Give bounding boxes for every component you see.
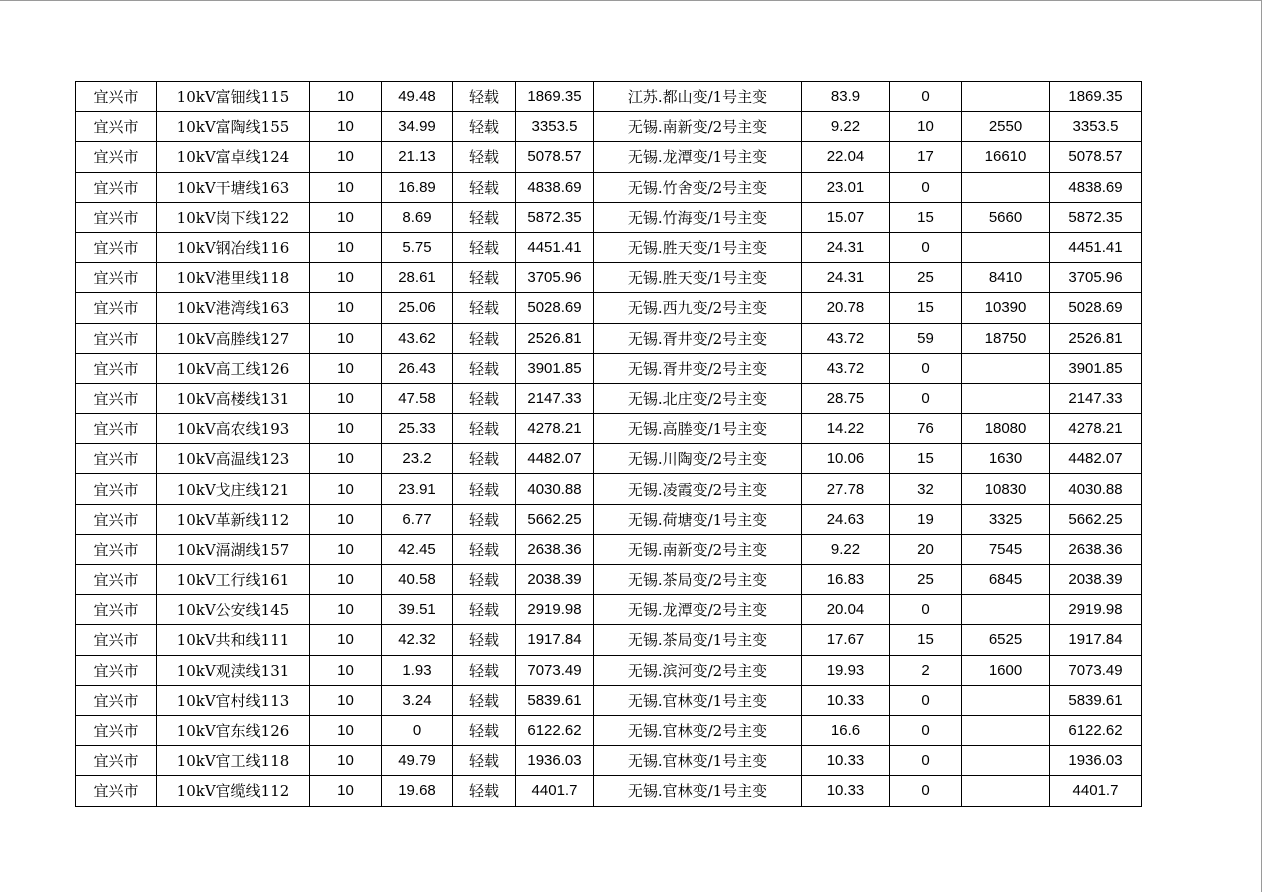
cell-load-status: 轻载 [453, 685, 516, 715]
cell-load-rate: 23.91 [382, 474, 453, 504]
cell-line-name: 10kV工行线161 [157, 565, 310, 595]
cell-voltage: 10 [310, 353, 382, 383]
cell-city: 宜兴市 [76, 263, 157, 293]
cell-line-name: 10kV港湾线163 [157, 293, 310, 323]
cell-voltage: 10 [310, 293, 382, 323]
cell-substation: 无锡.茶局变/2号主变 [594, 565, 802, 595]
cell-voltage: 10 [310, 112, 382, 142]
cell-substation-rate: 10.33 [802, 685, 890, 715]
cell-load-rate: 19.68 [382, 776, 453, 806]
cell-remaining-capacity: 5662.25 [1050, 504, 1142, 534]
cell-load: 6845 [962, 565, 1050, 595]
cell-line-name: 10kV岗下线122 [157, 202, 310, 232]
cell-voltage: 10 [310, 383, 382, 413]
cell-city: 宜兴市 [76, 565, 157, 595]
cell-substation: 无锡.南新变/2号主变 [594, 534, 802, 564]
cell-line-name: 10kV高温线123 [157, 444, 310, 474]
cell-count: 15 [890, 202, 962, 232]
cell-line-name: 10kV干塘线163 [157, 172, 310, 202]
cell-load-rate: 1.93 [382, 655, 453, 685]
cell-count: 15 [890, 293, 962, 323]
cell-substation: 无锡.川陶变/2号主变 [594, 444, 802, 474]
cell-load-status: 轻载 [453, 112, 516, 142]
cell-load-rate: 21.13 [382, 142, 453, 172]
cell-load-status: 轻载 [453, 353, 516, 383]
table-row [76, 112, 1142, 142]
cell-line-name: 10kV观渎线131 [157, 655, 310, 685]
cell-load-status: 轻载 [453, 172, 516, 202]
cell-count: 32 [890, 474, 962, 504]
cell-load-status: 轻载 [453, 595, 516, 625]
cell-count: 10 [890, 112, 962, 142]
page-border-top [0, 0, 1262, 1]
cell-available-capacity: 5028.69 [516, 293, 594, 323]
cell-line-name: 10kV官村线113 [157, 685, 310, 715]
cell-voltage: 10 [310, 565, 382, 595]
cell-count: 0 [890, 595, 962, 625]
cell-count: 20 [890, 534, 962, 564]
cell-load: 10390 [962, 293, 1050, 323]
table-row [76, 534, 1142, 564]
cell-substation-rate: 24.31 [802, 232, 890, 262]
cell-count: 0 [890, 383, 962, 413]
cell-load-rate: 39.51 [382, 595, 453, 625]
cell-line-name: 10kV高塍线127 [157, 323, 310, 353]
table-row [76, 263, 1142, 293]
cell-load: 18080 [962, 414, 1050, 444]
cell-load: 6525 [962, 625, 1050, 655]
cell-line-name: 10kV钢冶线116 [157, 232, 310, 262]
table-row [76, 685, 1142, 715]
cell-substation-rate: 16.83 [802, 565, 890, 595]
cell-city: 宜兴市 [76, 293, 157, 323]
cell-load-rate: 16.89 [382, 172, 453, 202]
cell-substation: 江苏.都山变/1号主变 [594, 82, 802, 112]
cell-substation: 无锡.胥井变/2号主变 [594, 353, 802, 383]
cell-city: 宜兴市 [76, 655, 157, 685]
cell-load-rate: 26.43 [382, 353, 453, 383]
cell-line-name: 10kV公安线145 [157, 595, 310, 625]
cell-load [962, 82, 1050, 112]
cell-count: 0 [890, 776, 962, 806]
cell-remaining-capacity: 3353.5 [1050, 112, 1142, 142]
cell-load: 8410 [962, 263, 1050, 293]
cell-line-name: 10kV革新线112 [157, 504, 310, 534]
cell-load-status: 轻载 [453, 232, 516, 262]
table-body [76, 82, 1142, 807]
cell-remaining-capacity: 1936.03 [1050, 746, 1142, 776]
cell-load [962, 595, 1050, 625]
cell-voltage: 10 [310, 685, 382, 715]
cell-available-capacity: 7073.49 [516, 655, 594, 685]
cell-available-capacity: 4030.88 [516, 474, 594, 504]
cell-voltage: 10 [310, 263, 382, 293]
cell-substation-rate: 24.31 [802, 263, 890, 293]
table-row [76, 474, 1142, 504]
cell-remaining-capacity: 2638.36 [1050, 534, 1142, 564]
cell-voltage: 10 [310, 474, 382, 504]
cell-substation-rate: 14.22 [802, 414, 890, 444]
cell-substation-rate: 9.22 [802, 534, 890, 564]
cell-remaining-capacity: 5839.61 [1050, 685, 1142, 715]
cell-voltage: 10 [310, 414, 382, 444]
cell-voltage: 10 [310, 232, 382, 262]
cell-voltage: 10 [310, 595, 382, 625]
cell-substation: 无锡.官林变/1号主变 [594, 685, 802, 715]
cell-available-capacity: 5872.35 [516, 202, 594, 232]
cell-available-capacity: 2638.36 [516, 534, 594, 564]
cell-city: 宜兴市 [76, 504, 157, 534]
table-row [76, 414, 1142, 444]
cell-substation: 无锡.龙潭变/2号主变 [594, 595, 802, 625]
cell-substation-rate: 15.07 [802, 202, 890, 232]
cell-remaining-capacity: 2038.39 [1050, 565, 1142, 595]
cell-count: 19 [890, 504, 962, 534]
cell-city: 宜兴市 [76, 595, 157, 625]
cell-substation: 无锡.荷塘变/1号主变 [594, 504, 802, 534]
cell-available-capacity: 1936.03 [516, 746, 594, 776]
cell-load-rate: 43.62 [382, 323, 453, 353]
cell-city: 宜兴市 [76, 474, 157, 504]
cell-load-status: 轻载 [453, 323, 516, 353]
cell-available-capacity: 5662.25 [516, 504, 594, 534]
cell-available-capacity: 2919.98 [516, 595, 594, 625]
cell-voltage: 10 [310, 82, 382, 112]
cell-count: 0 [890, 685, 962, 715]
cell-load-rate: 47.58 [382, 383, 453, 413]
cell-load-rate: 0 [382, 715, 453, 745]
cell-voltage: 10 [310, 655, 382, 685]
table-row [76, 202, 1142, 232]
cell-load: 2550 [962, 112, 1050, 142]
cell-available-capacity: 4838.69 [516, 172, 594, 202]
cell-remaining-capacity: 4401.7 [1050, 776, 1142, 806]
cell-remaining-capacity: 4838.69 [1050, 172, 1142, 202]
cell-available-capacity: 3901.85 [516, 353, 594, 383]
cell-load [962, 383, 1050, 413]
cell-line-name: 10kV滆湖线157 [157, 534, 310, 564]
cell-voltage: 10 [310, 746, 382, 776]
cell-city: 宜兴市 [76, 142, 157, 172]
cell-remaining-capacity: 4278.21 [1050, 414, 1142, 444]
cell-city: 宜兴市 [76, 414, 157, 444]
cell-voltage: 10 [310, 323, 382, 353]
cell-voltage: 10 [310, 444, 382, 474]
cell-load [962, 746, 1050, 776]
cell-available-capacity: 1917.84 [516, 625, 594, 655]
cell-voltage: 10 [310, 504, 382, 534]
cell-load-rate: 49.48 [382, 82, 453, 112]
cell-substation: 无锡.竹海变/1号主变 [594, 202, 802, 232]
cell-remaining-capacity: 7073.49 [1050, 655, 1142, 685]
cell-load-status: 轻载 [453, 444, 516, 474]
cell-load-rate: 23.2 [382, 444, 453, 474]
cell-voltage: 10 [310, 776, 382, 806]
cell-substation: 无锡.胥井变/2号主变 [594, 323, 802, 353]
cell-load: 7545 [962, 534, 1050, 564]
table-row [76, 323, 1142, 353]
cell-count: 17 [890, 142, 962, 172]
cell-load [962, 232, 1050, 262]
cell-load-rate: 3.24 [382, 685, 453, 715]
cell-remaining-capacity: 3901.85 [1050, 353, 1142, 383]
cell-load: 1600 [962, 655, 1050, 685]
table-row [76, 595, 1142, 625]
cell-load [962, 715, 1050, 745]
cell-line-name: 10kV官缆线112 [157, 776, 310, 806]
cell-city: 宜兴市 [76, 534, 157, 564]
cell-load-status: 轻载 [453, 746, 516, 776]
cell-substation-rate: 9.22 [802, 112, 890, 142]
cell-line-name: 10kV高楼线131 [157, 383, 310, 413]
cell-substation-rate: 20.04 [802, 595, 890, 625]
cell-load-status: 轻载 [453, 625, 516, 655]
cell-load: 3325 [962, 504, 1050, 534]
table-row [76, 444, 1142, 474]
cell-voltage: 10 [310, 534, 382, 564]
cell-load-status: 轻载 [453, 504, 516, 534]
cell-remaining-capacity: 6122.62 [1050, 715, 1142, 745]
cell-load-rate: 5.75 [382, 232, 453, 262]
cell-substation: 无锡.龙潭变/1号主变 [594, 142, 802, 172]
cell-line-name: 10kV官东线126 [157, 715, 310, 745]
cell-substation: 无锡.胜天变/1号主变 [594, 232, 802, 262]
cell-available-capacity: 3705.96 [516, 263, 594, 293]
cell-city: 宜兴市 [76, 172, 157, 202]
cell-line-name: 10kV高农线193 [157, 414, 310, 444]
cell-substation-rate: 16.6 [802, 715, 890, 745]
cell-substation-rate: 24.63 [802, 504, 890, 534]
cell-count: 76 [890, 414, 962, 444]
cell-load-rate: 8.69 [382, 202, 453, 232]
table-row [76, 625, 1142, 655]
cell-available-capacity: 4482.07 [516, 444, 594, 474]
cell-city: 宜兴市 [76, 353, 157, 383]
cell-available-capacity: 4451.41 [516, 232, 594, 262]
cell-count: 0 [890, 353, 962, 383]
cell-load-status: 轻载 [453, 715, 516, 745]
cell-remaining-capacity: 2147.33 [1050, 383, 1142, 413]
table-row [76, 142, 1142, 172]
cell-voltage: 10 [310, 142, 382, 172]
cell-available-capacity: 1869.35 [516, 82, 594, 112]
cell-count: 0 [890, 82, 962, 112]
cell-load-rate: 40.58 [382, 565, 453, 595]
table-row [76, 504, 1142, 534]
cell-substation: 无锡.滨河变/2号主变 [594, 655, 802, 685]
cell-substation: 无锡.茶局变/1号主变 [594, 625, 802, 655]
cell-line-name: 10kV富钿线115 [157, 82, 310, 112]
cell-load-rate: 6.77 [382, 504, 453, 534]
cell-load-rate: 34.99 [382, 112, 453, 142]
cell-available-capacity: 4401.7 [516, 776, 594, 806]
cell-substation: 无锡.官林变/1号主变 [594, 746, 802, 776]
cell-load-status: 轻载 [453, 142, 516, 172]
cell-voltage: 10 [310, 202, 382, 232]
cell-load-status: 轻载 [453, 383, 516, 413]
cell-load-rate: 49.79 [382, 746, 453, 776]
cell-available-capacity: 5839.61 [516, 685, 594, 715]
cell-load: 5660 [962, 202, 1050, 232]
cell-substation: 无锡.北庄变/2号主变 [594, 383, 802, 413]
cell-city: 宜兴市 [76, 746, 157, 776]
cell-voltage: 10 [310, 172, 382, 202]
cell-substation-rate: 43.72 [802, 323, 890, 353]
table-row [76, 82, 1142, 112]
cell-remaining-capacity: 5028.69 [1050, 293, 1142, 323]
cell-available-capacity: 3353.5 [516, 112, 594, 142]
cell-remaining-capacity: 1869.35 [1050, 82, 1142, 112]
cell-substation-rate: 27.78 [802, 474, 890, 504]
cell-load [962, 353, 1050, 383]
cell-remaining-capacity: 2919.98 [1050, 595, 1142, 625]
cell-city: 宜兴市 [76, 625, 157, 655]
cell-load-status: 轻载 [453, 202, 516, 232]
cell-remaining-capacity: 4030.88 [1050, 474, 1142, 504]
cell-available-capacity: 2038.39 [516, 565, 594, 595]
cell-substation-rate: 28.75 [802, 383, 890, 413]
table-row [76, 353, 1142, 383]
cell-substation-rate: 83.9 [802, 82, 890, 112]
cell-substation-rate: 20.78 [802, 293, 890, 323]
cell-voltage: 10 [310, 715, 382, 745]
cell-city: 宜兴市 [76, 776, 157, 806]
cell-substation: 无锡.竹舍变/2号主变 [594, 172, 802, 202]
cell-load: 1630 [962, 444, 1050, 474]
cell-count: 15 [890, 625, 962, 655]
table-row [76, 383, 1142, 413]
cell-count: 25 [890, 565, 962, 595]
cell-count: 25 [890, 263, 962, 293]
cell-count: 0 [890, 746, 962, 776]
cell-available-capacity: 2147.33 [516, 383, 594, 413]
cell-load-rate: 42.45 [382, 534, 453, 564]
cell-count: 15 [890, 444, 962, 474]
cell-count: 2 [890, 655, 962, 685]
cell-available-capacity: 4278.21 [516, 414, 594, 444]
cell-load-status: 轻载 [453, 263, 516, 293]
cell-substation: 无锡.胜天变/1号主变 [594, 263, 802, 293]
feeder-table [75, 81, 1142, 807]
cell-substation-rate: 43.72 [802, 353, 890, 383]
cell-remaining-capacity: 3705.96 [1050, 263, 1142, 293]
cell-city: 宜兴市 [76, 82, 157, 112]
cell-available-capacity: 6122.62 [516, 715, 594, 745]
table-row [76, 746, 1142, 776]
cell-line-name: 10kV共和线111 [157, 625, 310, 655]
cell-substation-rate: 17.67 [802, 625, 890, 655]
cell-line-name: 10kV戈庄线121 [157, 474, 310, 504]
cell-remaining-capacity: 2526.81 [1050, 323, 1142, 353]
cell-available-capacity: 5078.57 [516, 142, 594, 172]
cell-voltage: 10 [310, 625, 382, 655]
cell-substation: 无锡.官林变/1号主变 [594, 776, 802, 806]
cell-substation-rate: 19.93 [802, 655, 890, 685]
cell-city: 宜兴市 [76, 323, 157, 353]
cell-substation: 无锡.南新变/2号主变 [594, 112, 802, 142]
cell-city: 宜兴市 [76, 112, 157, 142]
cell-load: 10830 [962, 474, 1050, 504]
cell-remaining-capacity: 4451.41 [1050, 232, 1142, 262]
cell-substation-rate: 10.06 [802, 444, 890, 474]
cell-count: 59 [890, 323, 962, 353]
cell-load-rate: 42.32 [382, 625, 453, 655]
table-row [76, 565, 1142, 595]
table-row [76, 293, 1142, 323]
cell-substation: 无锡.凌霞变/2号主变 [594, 474, 802, 504]
cell-substation-rate: 22.04 [802, 142, 890, 172]
cell-substation: 无锡.高塍变/1号主变 [594, 414, 802, 444]
cell-load-status: 轻载 [453, 293, 516, 323]
cell-load-status: 轻载 [453, 534, 516, 564]
cell-load: 18750 [962, 323, 1050, 353]
cell-count: 0 [890, 232, 962, 262]
cell-count: 0 [890, 715, 962, 745]
cell-city: 宜兴市 [76, 444, 157, 474]
cell-load [962, 685, 1050, 715]
table-row [76, 232, 1142, 262]
table-row [76, 655, 1142, 685]
cell-substation-rate: 23.01 [802, 172, 890, 202]
cell-load-status: 轻载 [453, 776, 516, 806]
cell-load-status: 轻载 [453, 655, 516, 685]
cell-load: 16610 [962, 142, 1050, 172]
cell-load-rate: 25.33 [382, 414, 453, 444]
cell-line-name: 10kV港里线118 [157, 263, 310, 293]
cell-substation: 无锡.西九变/2号主变 [594, 293, 802, 323]
table-row [76, 715, 1142, 745]
cell-remaining-capacity: 1917.84 [1050, 625, 1142, 655]
cell-city: 宜兴市 [76, 232, 157, 262]
cell-load-status: 轻载 [453, 474, 516, 504]
cell-available-capacity: 2526.81 [516, 323, 594, 353]
cell-load-rate: 25.06 [382, 293, 453, 323]
cell-remaining-capacity: 5078.57 [1050, 142, 1142, 172]
cell-line-name: 10kV高工线126 [157, 353, 310, 383]
cell-load-status: 轻载 [453, 82, 516, 112]
cell-remaining-capacity: 4482.07 [1050, 444, 1142, 474]
cell-city: 宜兴市 [76, 202, 157, 232]
table-row [76, 172, 1142, 202]
cell-count: 0 [890, 172, 962, 202]
cell-load-status: 轻载 [453, 414, 516, 444]
cell-substation-rate: 10.33 [802, 746, 890, 776]
cell-load [962, 172, 1050, 202]
cell-city: 宜兴市 [76, 685, 157, 715]
cell-load-status: 轻载 [453, 565, 516, 595]
table-row [76, 776, 1142, 806]
cell-line-name: 10kV富卓线124 [157, 142, 310, 172]
cell-city: 宜兴市 [76, 715, 157, 745]
cell-substation-rate: 10.33 [802, 776, 890, 806]
cell-substation: 无锡.官林变/2号主变 [594, 715, 802, 745]
cell-city: 宜兴市 [76, 383, 157, 413]
cell-line-name: 10kV官工线118 [157, 746, 310, 776]
cell-line-name: 10kV富陶线155 [157, 112, 310, 142]
cell-remaining-capacity: 5872.35 [1050, 202, 1142, 232]
cell-load-rate: 28.61 [382, 263, 453, 293]
cell-load [962, 776, 1050, 806]
